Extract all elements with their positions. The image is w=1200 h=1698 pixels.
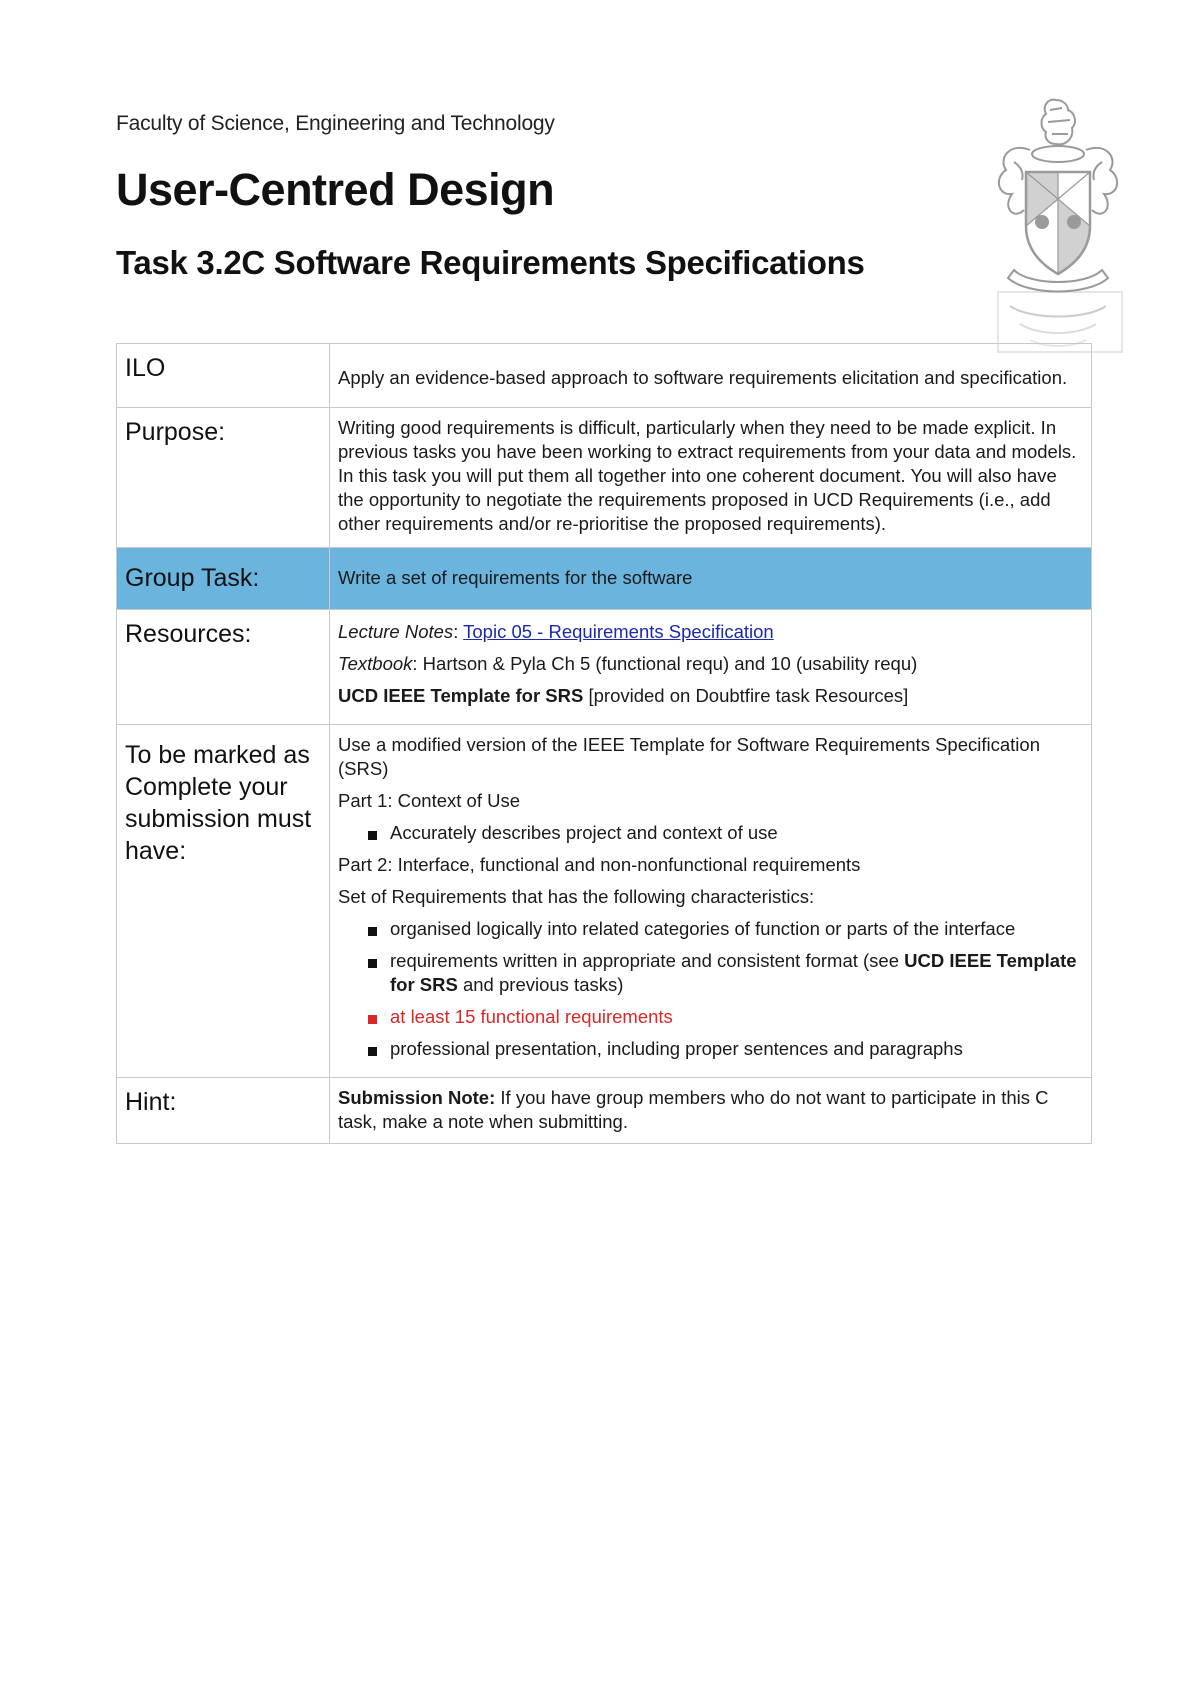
textbook-label: Textbook xyxy=(338,653,413,674)
faculty-name: Faculty of Science, Engineering and Technology xyxy=(116,112,555,135)
topic-05-link[interactable]: Topic 05 - Requirements Specification xyxy=(463,621,774,642)
purpose-row xyxy=(117,408,1092,548)
submission-note-label: Submission Note: xyxy=(338,1087,496,1108)
textbook-text: : Hartson & Pyla Ch 5 (functional requ) and 10 (usability requ) xyxy=(412,653,918,674)
part2-heading: Part 2: Interface, functional and non-nonfunctional requirements xyxy=(338,854,861,875)
resources-label: Resources: xyxy=(117,610,330,725)
list-item-alert: at least 15 functional requirements xyxy=(368,1005,1083,1029)
marking-row xyxy=(117,725,1092,1078)
template-line xyxy=(338,684,1083,708)
list-item xyxy=(368,949,1083,997)
lecture-notes-label: Lecture Notes xyxy=(338,621,454,642)
ilo-row xyxy=(117,344,1092,408)
marking-label: To be marked as Complete your submission must have: xyxy=(117,725,330,1078)
group-task-label: Group Task: xyxy=(117,548,330,610)
srs-intro: Use a modified version of the IEEE Template for Software Requirements Specification (SRS) xyxy=(338,734,1040,779)
purpose-label: Purpose: xyxy=(117,408,330,548)
list-item: Accurately describes project and context of use xyxy=(368,821,1083,845)
part1-list xyxy=(338,821,1083,845)
task-table xyxy=(116,343,1092,1144)
page-header xyxy=(116,112,876,282)
purpose-text: Writing good requirements is difficult, particularly when they need to be made explicit. In previous tasks you have been working to extract requirements from your data and models. In this task you will put them all together into one coherent document. You will also have the opportunity to negotiate the requirements proposed in UCD Requirements (i.e., add other requirements and/or re-prioritise the proposed requirements). xyxy=(330,408,1092,548)
template-note: [provided on Doubtfire task Resources] xyxy=(583,685,909,706)
list-item: professional presentation, including proper sentences and paragraphs xyxy=(368,1037,1083,1061)
group-task-text: Write a set of requirements for the software xyxy=(330,548,1092,610)
task-subtitle: Task 3.2C Software Requirements Specifications xyxy=(116,244,865,281)
lecture-notes-sep: : xyxy=(453,621,464,642)
document-title: User-Centred Design xyxy=(116,164,555,215)
hint-row xyxy=(117,1078,1092,1144)
list-item: organised logically into related categories of function or parts of the interface xyxy=(368,917,1083,941)
submission-note-text: If you have group members who do not want to participate in this C task, make a note when submitting. xyxy=(338,1087,1049,1132)
bullet-2-template: UCD IEEE Template for SRS xyxy=(390,950,1077,995)
bullet-2-text: requirements written in appropriate and consistent format (see xyxy=(390,950,905,971)
resources-row xyxy=(117,610,1092,725)
requirements-intro: Set of Requirements that has the following characteristics: xyxy=(338,886,815,907)
lecture-notes-line xyxy=(338,620,1083,644)
ilo-label: ILO xyxy=(117,344,330,408)
textbook-line xyxy=(338,652,1083,676)
university-crest-logo xyxy=(990,92,1130,354)
bullet-2-suffix: and previous tasks) xyxy=(457,974,624,995)
hint-label: Hint: xyxy=(117,1078,330,1144)
group-task-row xyxy=(117,548,1092,610)
part1-heading: Part 1: Context of Use xyxy=(338,790,521,811)
template-name: UCD IEEE Template for SRS xyxy=(338,685,584,706)
requirements-list xyxy=(338,917,1083,1061)
ilo-text: Apply an evidence-based approach to software requirements elicitation and specification. xyxy=(338,367,1068,388)
